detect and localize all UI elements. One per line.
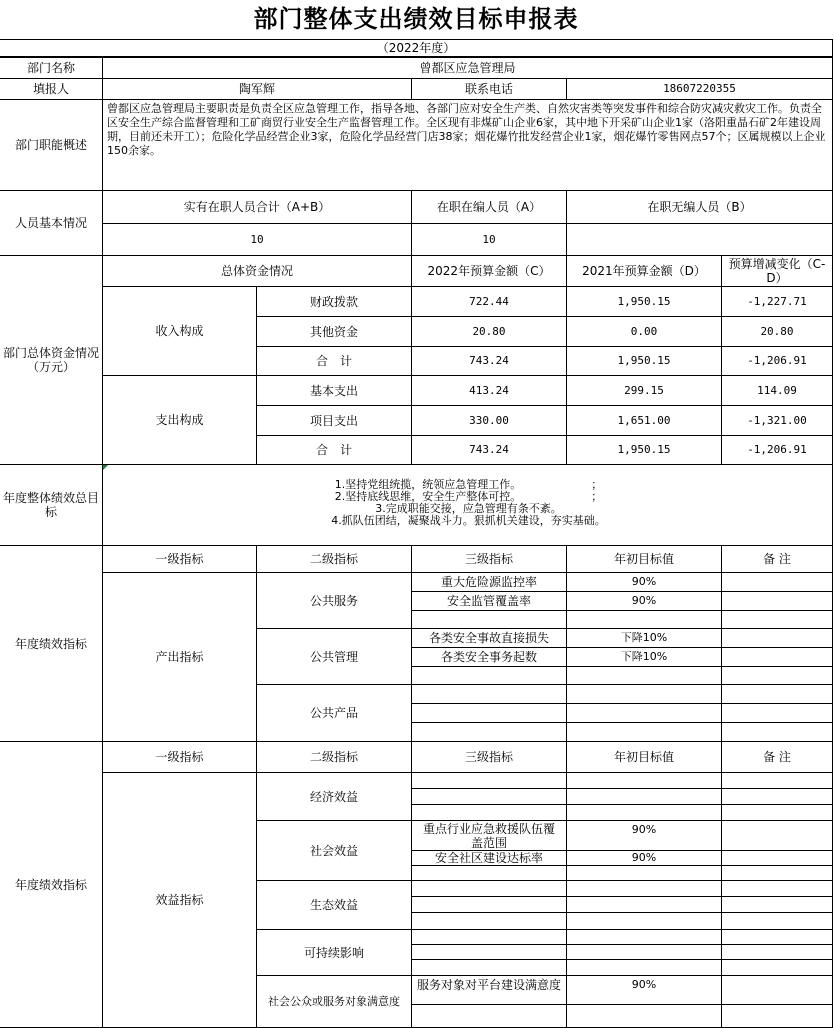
indicator-name	[411, 912, 567, 930]
expense-label: 支出构成	[102, 375, 257, 465]
indicator-target	[566, 929, 722, 945]
indicator-target	[566, 912, 722, 930]
indicator-note	[721, 959, 833, 976]
indicator-note	[721, 591, 833, 611]
form-title: 部门整体支出绩效目标申报表	[0, 0, 833, 39]
public-product-label: 公共产品	[256, 684, 412, 742]
indicator-note	[721, 1004, 833, 1028]
economic-label: 经济效益	[256, 772, 412, 821]
staff-total-value: 10	[102, 223, 412, 256]
expense-row-c: 330.00	[411, 405, 567, 436]
indicator-target	[566, 703, 722, 723]
indicator-target: 下降10%	[566, 647, 722, 667]
indicator-name	[411, 929, 567, 945]
indicator-target	[566, 722, 722, 742]
filler-label: 填报人	[0, 78, 103, 100]
indicator-name	[411, 772, 567, 789]
functions-text: 曾都区应急管理局主要职责是负责全区应急管理工作，指导各地、各部门应对安全生产类、自然灾害类等突发事件和综合防灾减灾救灾工作。负责全区安全生产综合监督管理和工矿商贸行业安全生产监督管理工作。全区现有非煤矿山企业6家，其中地下开采矿山企业1家（洛阳重晶石矿2年建设周期，目前还未开工）；危险化学品经营企业3家，危险化学品经营门店38家；烟花爆竹批发经营企业1家，烟花爆竹零售网点57个；区属规模以上企业150余家。	[102, 99, 833, 191]
indicator-note	[721, 896, 833, 913]
indicator-name	[411, 880, 567, 897]
staff-label: 人员基本情况	[0, 190, 103, 256]
income-row-diff: 20.80	[721, 316, 833, 347]
indicator-note	[721, 820, 833, 851]
header-target: 年初目标值	[566, 741, 722, 773]
form-year: （2022年度）	[0, 39, 833, 57]
indicator-note	[721, 666, 833, 685]
dept-name-label: 部门名称	[0, 57, 103, 79]
indicator-note	[721, 610, 833, 629]
indicator-note	[721, 647, 833, 667]
satisfaction-label: 社会公众或服务对象满意度	[256, 975, 412, 1028]
indicator-target	[566, 610, 722, 629]
funds-col-d: 2021年预算金额（D）	[566, 255, 722, 287]
expense-row-diff: -1,206.91	[721, 435, 833, 465]
indicator-target: 90%	[566, 591, 722, 611]
indicator-name	[411, 944, 567, 960]
indicator-target	[566, 896, 722, 913]
income-row-name: 财政拨款	[256, 286, 412, 317]
indicator-name: 重点行业应急救援队伍覆盖范围	[411, 820, 567, 851]
expense-row-diff: -1,321.00	[721, 405, 833, 436]
header-l1: 一级指标	[102, 741, 257, 773]
perf-label: 年度绩效指标	[0, 545, 103, 742]
indicator-name	[411, 804, 567, 821]
indicator-note	[721, 684, 833, 704]
staff-total-label: 实有在职人员合计（A+B）	[102, 190, 412, 224]
funds-col-diff: 预算增减变化（C-D）	[721, 255, 833, 287]
income-row-c: 722.44	[411, 286, 567, 317]
indicator-note	[721, 788, 833, 805]
indicator-name: 各类安全事务起数	[411, 647, 567, 667]
income-row-c: 20.80	[411, 316, 567, 347]
income-row-d: 1,950.15	[566, 346, 722, 376]
filler-value: 陶军辉	[102, 78, 412, 100]
goals-label: 年度整体绩效总目标	[0, 464, 103, 546]
indicator-target	[566, 959, 722, 976]
expense-row-name: 项目支出	[256, 405, 412, 436]
indicator-target	[566, 684, 722, 704]
phone-value: 18607220355	[566, 78, 833, 100]
indicator-target	[566, 788, 722, 805]
indicator-target	[566, 804, 722, 821]
indicator-target: 90%	[566, 820, 722, 851]
indicator-name: 安全社区建设达标率	[411, 850, 567, 866]
public-service-label: 公共服务	[256, 572, 412, 629]
indicator-name	[411, 703, 567, 723]
income-row-diff: -1,227.71	[721, 286, 833, 317]
indicator-note	[721, 850, 833, 866]
income-row-d: 1,950.15	[566, 286, 722, 317]
header-l3: 三级指标	[411, 741, 567, 773]
income-row-name: 合 计	[256, 346, 412, 376]
indicator-note	[721, 880, 833, 897]
phone-label: 联系电话	[411, 78, 567, 100]
income-row-d: 0.00	[566, 316, 722, 347]
expense-row-c: 413.24	[411, 375, 567, 406]
indicator-target	[566, 666, 722, 685]
expense-row-d: 1,950.15	[566, 435, 722, 465]
goals-text: 1.坚持党组统揽，统领应急管理工作。 ； 2.坚持底线思维，安全生产整体可控。 ； 3.完成职能交接，应急管理有条不紊。 4.抓队伍团结，凝聚战斗力。狠抓机关建设，夯实基础。	[102, 464, 833, 546]
output-l1: 产出指标	[102, 572, 257, 742]
header-l1: 一级指标	[102, 545, 257, 573]
dept-name-value: 曾都区应急管理局	[102, 57, 833, 79]
funds-col-c: 2022年预算金额（C）	[411, 255, 567, 287]
income-row-diff: -1,206.91	[721, 346, 833, 376]
indicator-note	[721, 944, 833, 960]
ecological-label: 生态效益	[256, 880, 412, 930]
indicator-target	[566, 880, 722, 897]
perf-label-2: 年度绩效指标	[0, 741, 103, 1028]
indicator-note	[721, 804, 833, 821]
indicator-target: 90%	[566, 850, 722, 866]
indicator-name	[411, 684, 567, 704]
header-note: 备 注	[721, 741, 833, 773]
income-label: 收入构成	[102, 286, 257, 376]
header-target: 年初目标值	[566, 545, 722, 573]
indicator-note	[721, 722, 833, 742]
indicator-note	[721, 912, 833, 930]
indicator-name	[411, 610, 567, 629]
header-l2: 二级指标	[256, 545, 412, 573]
functions-label: 部门职能概述	[0, 99, 103, 191]
indicator-name: 各类安全事故直接损失	[411, 628, 567, 648]
funds-overall-label: 总体资金情况	[102, 255, 412, 287]
indicator-note	[721, 772, 833, 789]
indicator-note	[721, 929, 833, 945]
income-row-c: 743.24	[411, 346, 567, 376]
staff-in-label: 在职在编人员（A）	[411, 190, 567, 224]
indicator-note	[721, 865, 833, 881]
indicator-note	[721, 975, 833, 1005]
header-l2: 二级指标	[256, 741, 412, 773]
funds-label: 部门总体资金情况（万元）	[0, 255, 103, 465]
indicator-target	[566, 865, 722, 881]
indicator-target	[566, 944, 722, 960]
social-label: 社会效益	[256, 820, 412, 881]
indicator-target: 下降10%	[566, 628, 722, 648]
indicator-name	[411, 865, 567, 881]
benefit-l1: 效益指标	[102, 772, 257, 1028]
expense-row-diff: 114.09	[721, 375, 833, 406]
income-row-name: 其他资金	[256, 316, 412, 347]
indicator-name	[411, 959, 567, 976]
indicator-note	[721, 703, 833, 723]
indicator-name: 安全监管覆盖率	[411, 591, 567, 611]
cell-comment-marker	[103, 465, 108, 470]
indicator-name	[411, 788, 567, 805]
indicator-target: 90%	[566, 975, 722, 1005]
staff-in-value: 10	[411, 223, 567, 256]
expense-row-d: 299.15	[566, 375, 722, 406]
public-management-label: 公共管理	[256, 628, 412, 685]
staff-out-value	[566, 223, 833, 256]
staff-out-label: 在职无编人员（B）	[566, 190, 833, 224]
indicator-target: 90%	[566, 572, 722, 592]
expense-row-name: 合 计	[256, 435, 412, 465]
expense-row-d: 1,651.00	[566, 405, 722, 436]
sustainable-label: 可持续影响	[256, 929, 412, 976]
expense-row-name: 基本支出	[256, 375, 412, 406]
indicator-name: 重大危险源监控率	[411, 572, 567, 592]
indicator-name	[411, 666, 567, 685]
header-note: 备 注	[721, 545, 833, 573]
expense-row-c: 743.24	[411, 435, 567, 465]
header-l3: 三级指标	[411, 545, 567, 573]
indicator-note	[721, 572, 833, 592]
indicator-name	[411, 896, 567, 913]
indicator-name	[411, 1004, 567, 1028]
indicator-note	[721, 628, 833, 648]
indicator-target	[566, 1004, 722, 1028]
indicator-name	[411, 722, 567, 742]
indicator-name: 服务对象对平台建设满意度	[411, 975, 567, 1005]
indicator-target	[566, 772, 722, 789]
